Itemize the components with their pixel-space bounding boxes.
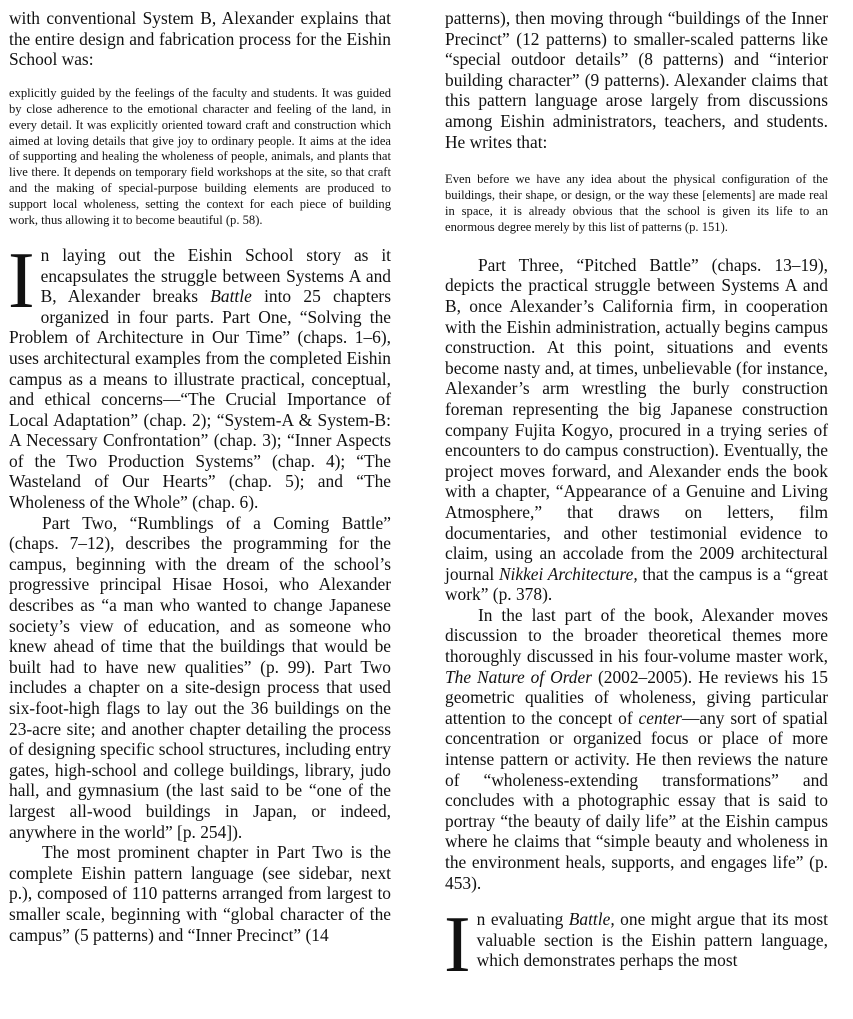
block-quote-right: Even before we have any idea about the physical configuration of the buildings, their shape, or design, or the way these [elements] are made real in space, it is already obvious that the school is given its life to an enormous degree merely by this list of patterns (p. 151). <box>445 172 828 234</box>
right-column <box>444 8 829 990</box>
drop-cap: I <box>8 236 35 325</box>
book-title: The Nature of Order <box>445 666 592 687</box>
paragraph-last-part: In the last part of the book, Alexander moves discussion to the broader theoretical themes more thoroughly discussed in his four-volume master work, The Nature of Order (2002–2005). He reviews his 15 geometric qualities of wholeness, giving particular attention to the concept of center—any sort of spatial concentration or organized focus or place of more intense pattern or activity. He then reviews the nature of “wholeness-extending transformations” and concludes with a photographic essay that is said to portray “the beauty of daily life” at the Eishin campus where he claims that “simple beauty and wholeness in the environment heals, supports, and engages life” (p. 453). <box>445 604 829 893</box>
paragraph-pattern-language: The most prominent chapter in Part Two is the complete Eishin pattern language (see sidebar, next p.), composed of 110 patterns arranged from largest to smaller scale, beginning with “global character of the campus” (5 patterns) and “Inner Precinct” (14 <box>9 842 391 945</box>
term-center: center <box>638 707 682 728</box>
section-paragraph-evaluation: In evaluating Battle, one might argue that its most valuable section is the Eishin pattern language, which demonstrates perhaps the most <box>444 901 828 990</box>
section-paragraph-parts-overview: In laying out the Eishin School story as it encapsulates the struggle between Systems A and B, Alexander breaks Battle into 25 chapters organized in four parts. Part One, “Solving the Problem of Architecture in Our Time” (chaps. 1–6), uses architectural examples from the completed Eishin campus as a means to illustrate practical, conceptual, and ethical concerns—“The Crucial Importance of Local Adaptation” (chap. 2); “System-A & System-B: A Necessary Confrontation” (chap. 3); “Inner Aspects of the Two Production Systems” (chap. 4); “The Wasteland of Our Hearts” (chap. 5); and “The Wholeness of the Whole” (chap. 6). <box>8 236 391 513</box>
paragraph-patterns-continued: patterns), then moving through “buildings of the Inner Precinct” (12 patterns) to smaller-scaled patterns like “special outdoor details” (8 patterns) and “interior building character” (9 patterns). Alexander claims that this pattern language arose largely from discussions among Eishin administrators, teachers, and students. He writes that: <box>445 8 828 152</box>
drop-cap: I <box>444 901 471 990</box>
book-title: Battle, <box>568 909 615 930</box>
paragraph-part-three: Part Three, “Pitched Battle” (chaps. 13–19), depicts the practical struggle between Systems A and B, once Alexander’s California firm, in cooperation with the Eishin administration, actually begins campus construction. At this point, situations and events become nasty and, at times, unbelievable (for instance, Alexander’s arm wrestling the burly construction foreman representing the big Japanese construction company Fujita Kogyo, procured in a trying series of encounters to do campus construction). Eventually, the project moves forward, and Alexander ends the book with a chapter, “Appearance of a Genuine and Living Atmosphere,” that draws on letters, film documentaries, and other testimonial evidence to claim, using an accolade from the 2009 architectural journal Nikkei Architecture, that the campus is a “great work” (p. 378). <box>445 254 828 605</box>
block-quote-left: explicitly guided by the feelings of the faculty and students. It was guided by close adherence to the emotional character and feeling of the land, in every detail. It was explicitly oriented toward craft and construction which aimed at loving details that give joy to ordinary people. It aims at the idea of supporting and healing the wholeness of people, animals, and plants that live there. It depends on temporary field workshops at the site, so that craft and the making of special-purpose building elements are produced to support local wholeness, setting the context for each piece of building work, thus allowing it to become beautiful (p. 58). <box>9 85 391 228</box>
left-column <box>9 8 391 945</box>
journal-title: Nikkei Architecture, <box>498 563 638 584</box>
paragraph-part-two: Part Two, “Rumblings of a Coming Battle” (chaps. 7–12), describes the programming for the campus, beginning with the dream of the school’s progressive principal Hisae Hosoi, who Alexander describes as “a man who wanted to change Japanese society’s view of education, and as someone who knew ahead of time that the buildings that would be built had to have new qualities” (p. 99). Part Two includes a chapter on a site-design process that used six-foot-high flags to lay out the 36 buildings on the 23-acre site; and another chapter detailing the process of designing specific school structures, including entry gates, high-school and college buildings, library, judo hall, and gymnasium (the last said to be “one of the largest all-wood buildings in Japan, or indeed, anywhere in the world” [p. 254]). <box>9 512 391 842</box>
book-title: Battle <box>210 286 252 307</box>
intro-paragraph: with conventional System B, Alexander explains that the entire design and fabrication process for the Eishin School was: <box>9 8 391 70</box>
